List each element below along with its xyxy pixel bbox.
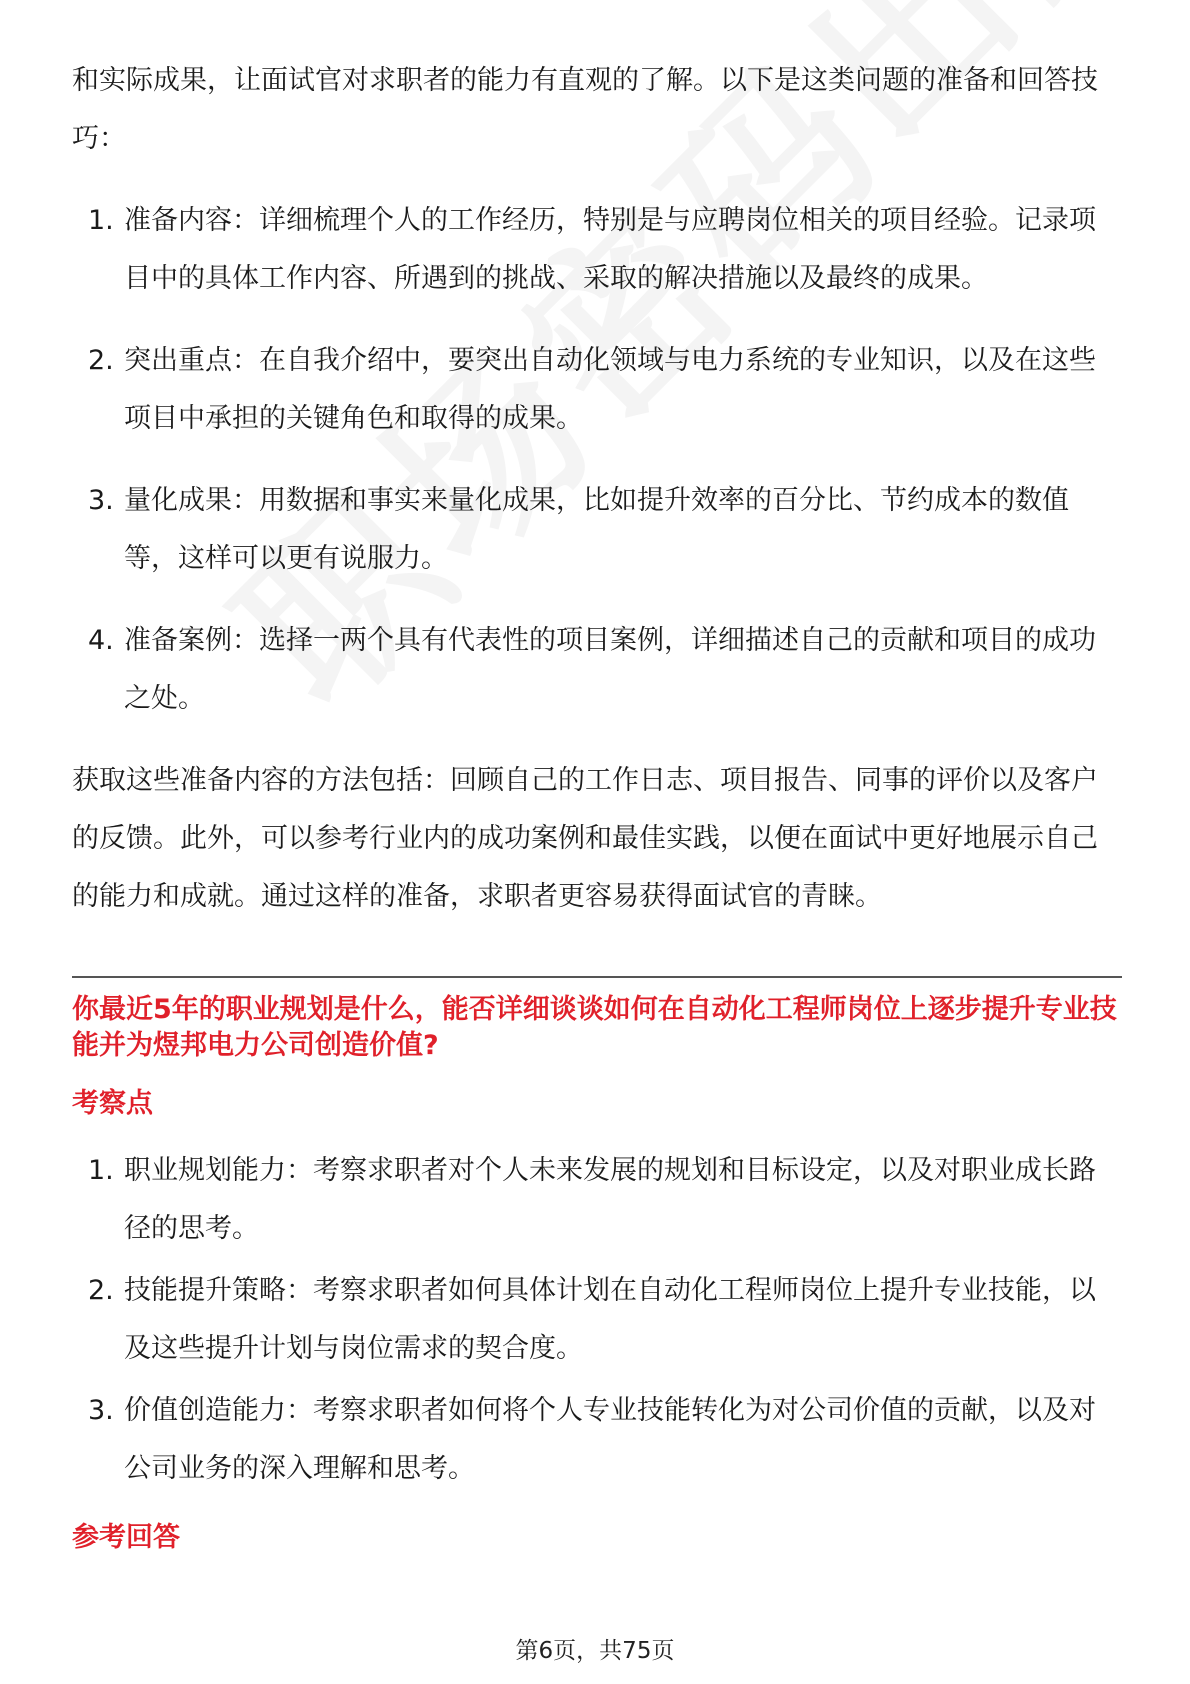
list-item bbox=[72, 472, 1122, 588]
page-number-footer: 第6页，共75页 bbox=[515, 1638, 675, 1664]
section-divider bbox=[72, 976, 1122, 978]
intro-paragraph: 和实际成果，让面试官对求职者的能力有直观的了解。以下是这类问题的准备和回答技巧： bbox=[72, 65, 1098, 154]
list-item-number: 2. bbox=[88, 1275, 114, 1306]
list-item-number: 3. bbox=[88, 485, 114, 516]
list-item-text: 技能提升策略：考察求职者如何具体计划在自动化工程师岗位上提升专业技能，以及这些提升计划与岗位需求的契合度。 bbox=[124, 1275, 1096, 1364]
exam-points-heading: 考察点 bbox=[72, 1088, 153, 1119]
list-item bbox=[72, 1142, 1122, 1258]
list-item-number: 1. bbox=[88, 1155, 114, 1186]
list-item-text: 准备案例：选择一两个具有代表性的项目案例，详细描述自己的贡献和项目的成功之处。 bbox=[124, 625, 1096, 714]
list-item-number: 2. bbox=[88, 345, 114, 376]
exam-points-list bbox=[72, 1142, 1122, 1498]
list-item bbox=[72, 612, 1122, 728]
list-item-text: 准备内容：详细梳理个人的工作经历，特别是与应聘岗位相关的项目经验。记录项目中的具体工作内容、所遇到的挑战、采取的解决措施以及最终的成果。 bbox=[124, 205, 1096, 294]
list-item-number: 1. bbox=[88, 205, 114, 236]
list-item-text: 职业规划能力：考察求职者对个人未来发展的规划和目标设定，以及对职业成长路径的思考。 bbox=[124, 1155, 1096, 1244]
list-item bbox=[72, 192, 1122, 308]
list-item-number: 4. bbox=[88, 625, 114, 656]
list-item-number: 3. bbox=[88, 1395, 114, 1426]
document-body bbox=[72, 52, 1122, 1556]
prep-tips-list bbox=[72, 192, 1122, 728]
list-item bbox=[72, 332, 1122, 448]
list-item-text: 价值创造能力：考察求职者如何将个人专业技能转化为对公司价值的贡献，以及对公司业务的深入理解和思考。 bbox=[124, 1395, 1096, 1484]
list-item-text: 量化成果：用数据和事实来量化成果，比如提升效率的百分比、节约成本的数值等，这样可以更有说服力。 bbox=[124, 485, 1069, 574]
list-item-text: 突出重点：在自我介绍中，要突出自动化领域与电力系统的专业知识，以及在这些项目中承担的关键角色和取得的成果。 bbox=[124, 345, 1096, 434]
list-item bbox=[72, 1382, 1122, 1498]
method-paragraph: 获取这些准备内容的方法包括：回顾自己的工作日志、项目报告、同事的评价以及客户的反馈。此外，可以参考行业内的成功案例和最佳实践，以便在面试中更好地展示自己的能力和成就。通过这样的准备，求职者更容易获得面试官的青睐。 bbox=[72, 765, 1098, 912]
reference-answer-heading: 参考回答 bbox=[72, 1522, 180, 1553]
interview-question: 你最近5年的职业规划是什么，能否详细谈谈如何在自动化工程师岗位上逐步提升专业技能并为煜邦电力公司创造价值? bbox=[72, 994, 1117, 1061]
list-item bbox=[72, 1262, 1122, 1378]
